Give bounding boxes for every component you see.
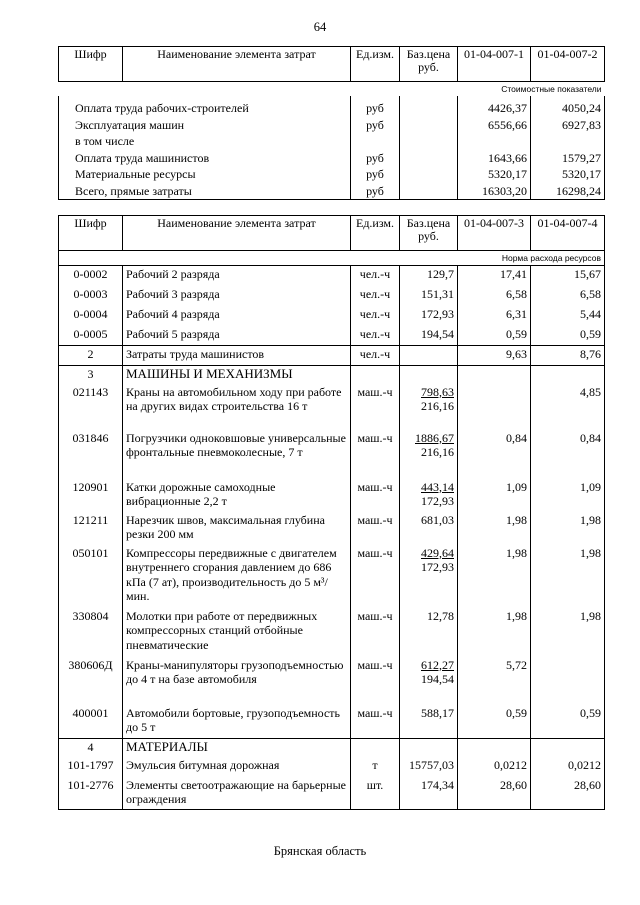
table-row: Материальные ресурсы руб 5320,17 5320,17 [59, 166, 605, 183]
section-header-materials: 4 МАТЕРИАЛЫ [59, 739, 605, 757]
table-row: 0-0002 Рабочий 2 разряда чел.-ч 129,7 17,41 15,67 [59, 266, 605, 286]
table-row: 400001 Автомобили бортовые, грузоподъемность до 5 т маш.-ч 588,17 0,59 0,59 [59, 705, 605, 739]
header-col4: 01-04-007-4 [531, 216, 605, 251]
header-unit: Ед.изм. [351, 47, 400, 82]
table-row: 380606Д Краны-манипуляторы грузоподъемностью до 4 т на базе автомобиля маш.-ч 612,27 194,54 5,72 [59, 657, 605, 705]
table-row: Всего, прямые затраты руб 16303,20 16298,24 [59, 183, 605, 200]
table-row: 101-1797 Эмульсия битумная дорожная т 15757,03 0,0212 0,0212 [59, 757, 605, 777]
table-row: 031846 Погрузчики одноковшовые универсальные фронтальные пневмоколесные, 7 т маш.-ч 1886,67 216,16 0,84 0,84 [59, 430, 605, 479]
header-unit: Ед.изм. [351, 216, 400, 251]
table-row: 330804 Молотки при работе от передвижных компрессорных станций отбойные пневматические маш.-ч 12,78 1,98 1,98 [59, 608, 605, 657]
table-row: 0-0004 Рабочий 4 разряда чел.-ч 172,93 6,31 5,44 [59, 306, 605, 326]
table-row: 021143 Краны на автомобильном ходу при работе на других видах строительства 16 т маш.-ч 798,63 216,16 4,85 [59, 384, 605, 430]
section-header-machines: 3 МАШИНЫ И МЕХАНИЗМЫ [59, 366, 605, 384]
subheader: Стоимостные показатели [501, 84, 602, 94]
header-col3: 01-04-007-3 [458, 216, 531, 251]
page-number: 64 [313, 20, 327, 34]
header-col2: 01-04-007-2 [531, 47, 605, 82]
table-row: в том числе [59, 133, 605, 150]
header-code: Шифр [59, 47, 123, 82]
page-footer-region: Брянская область [273, 844, 367, 858]
table-row: 120901 Катки дорожные самоходные вибрационные 2,2 т маш.-ч 443,14 172,93 1,09 1,09 [59, 479, 605, 512]
subheader: Норма расхода ресурсов [59, 251, 605, 266]
table-row: 0-0005 Рабочий 5 разряда чел.-ч 194,54 0,59 0,59 [59, 326, 605, 346]
table-row: Эксплуатация машин руб 6556,66 6927,83 [59, 117, 605, 134]
table-row: 121211 Нарезчик швов, максимальная глубина резки 200 мм маш.-ч 681,03 1,98 1,98 [59, 512, 605, 545]
table-row: 0-0003 Рабочий 3 разряда чел.-ч 151,31 6,58 6,58 [59, 286, 605, 306]
resource-norms-table [58, 215, 605, 810]
header-code: Шифр [59, 216, 123, 251]
header-name: Наименование элемента затрат [123, 47, 351, 82]
table-row: Оплата труда рабочих-строителей руб 4426,37 4050,24 [59, 100, 605, 117]
header-base-price: Баз.цена руб. [400, 47, 458, 82]
table-row: 101-2776 Элементы светоотражающие на барьерные ограждения шт. 174,34 28,60 28,60 [59, 777, 605, 810]
header-name: Наименование элемента затрат [123, 216, 351, 251]
header-col1: 01-04-007-1 [458, 47, 531, 82]
table-row: Оплата труда машинистов руб 1643,66 1579,27 [59, 150, 605, 167]
cost-indicators-table [58, 46, 605, 200]
table-row: 050101 Компрессоры передвижные с двигателем внутреннего сгорания давлением до 686 кПа (7 ат), производительность до 5 м³/мин. маш.-ч 429,64 172,93 1,98 1,98 [59, 545, 605, 608]
header-base-price: Баз.цена руб. [400, 216, 458, 251]
table-row: 2 Затраты труда машинистов чел.-ч 9,63 8,76 [59, 346, 605, 366]
